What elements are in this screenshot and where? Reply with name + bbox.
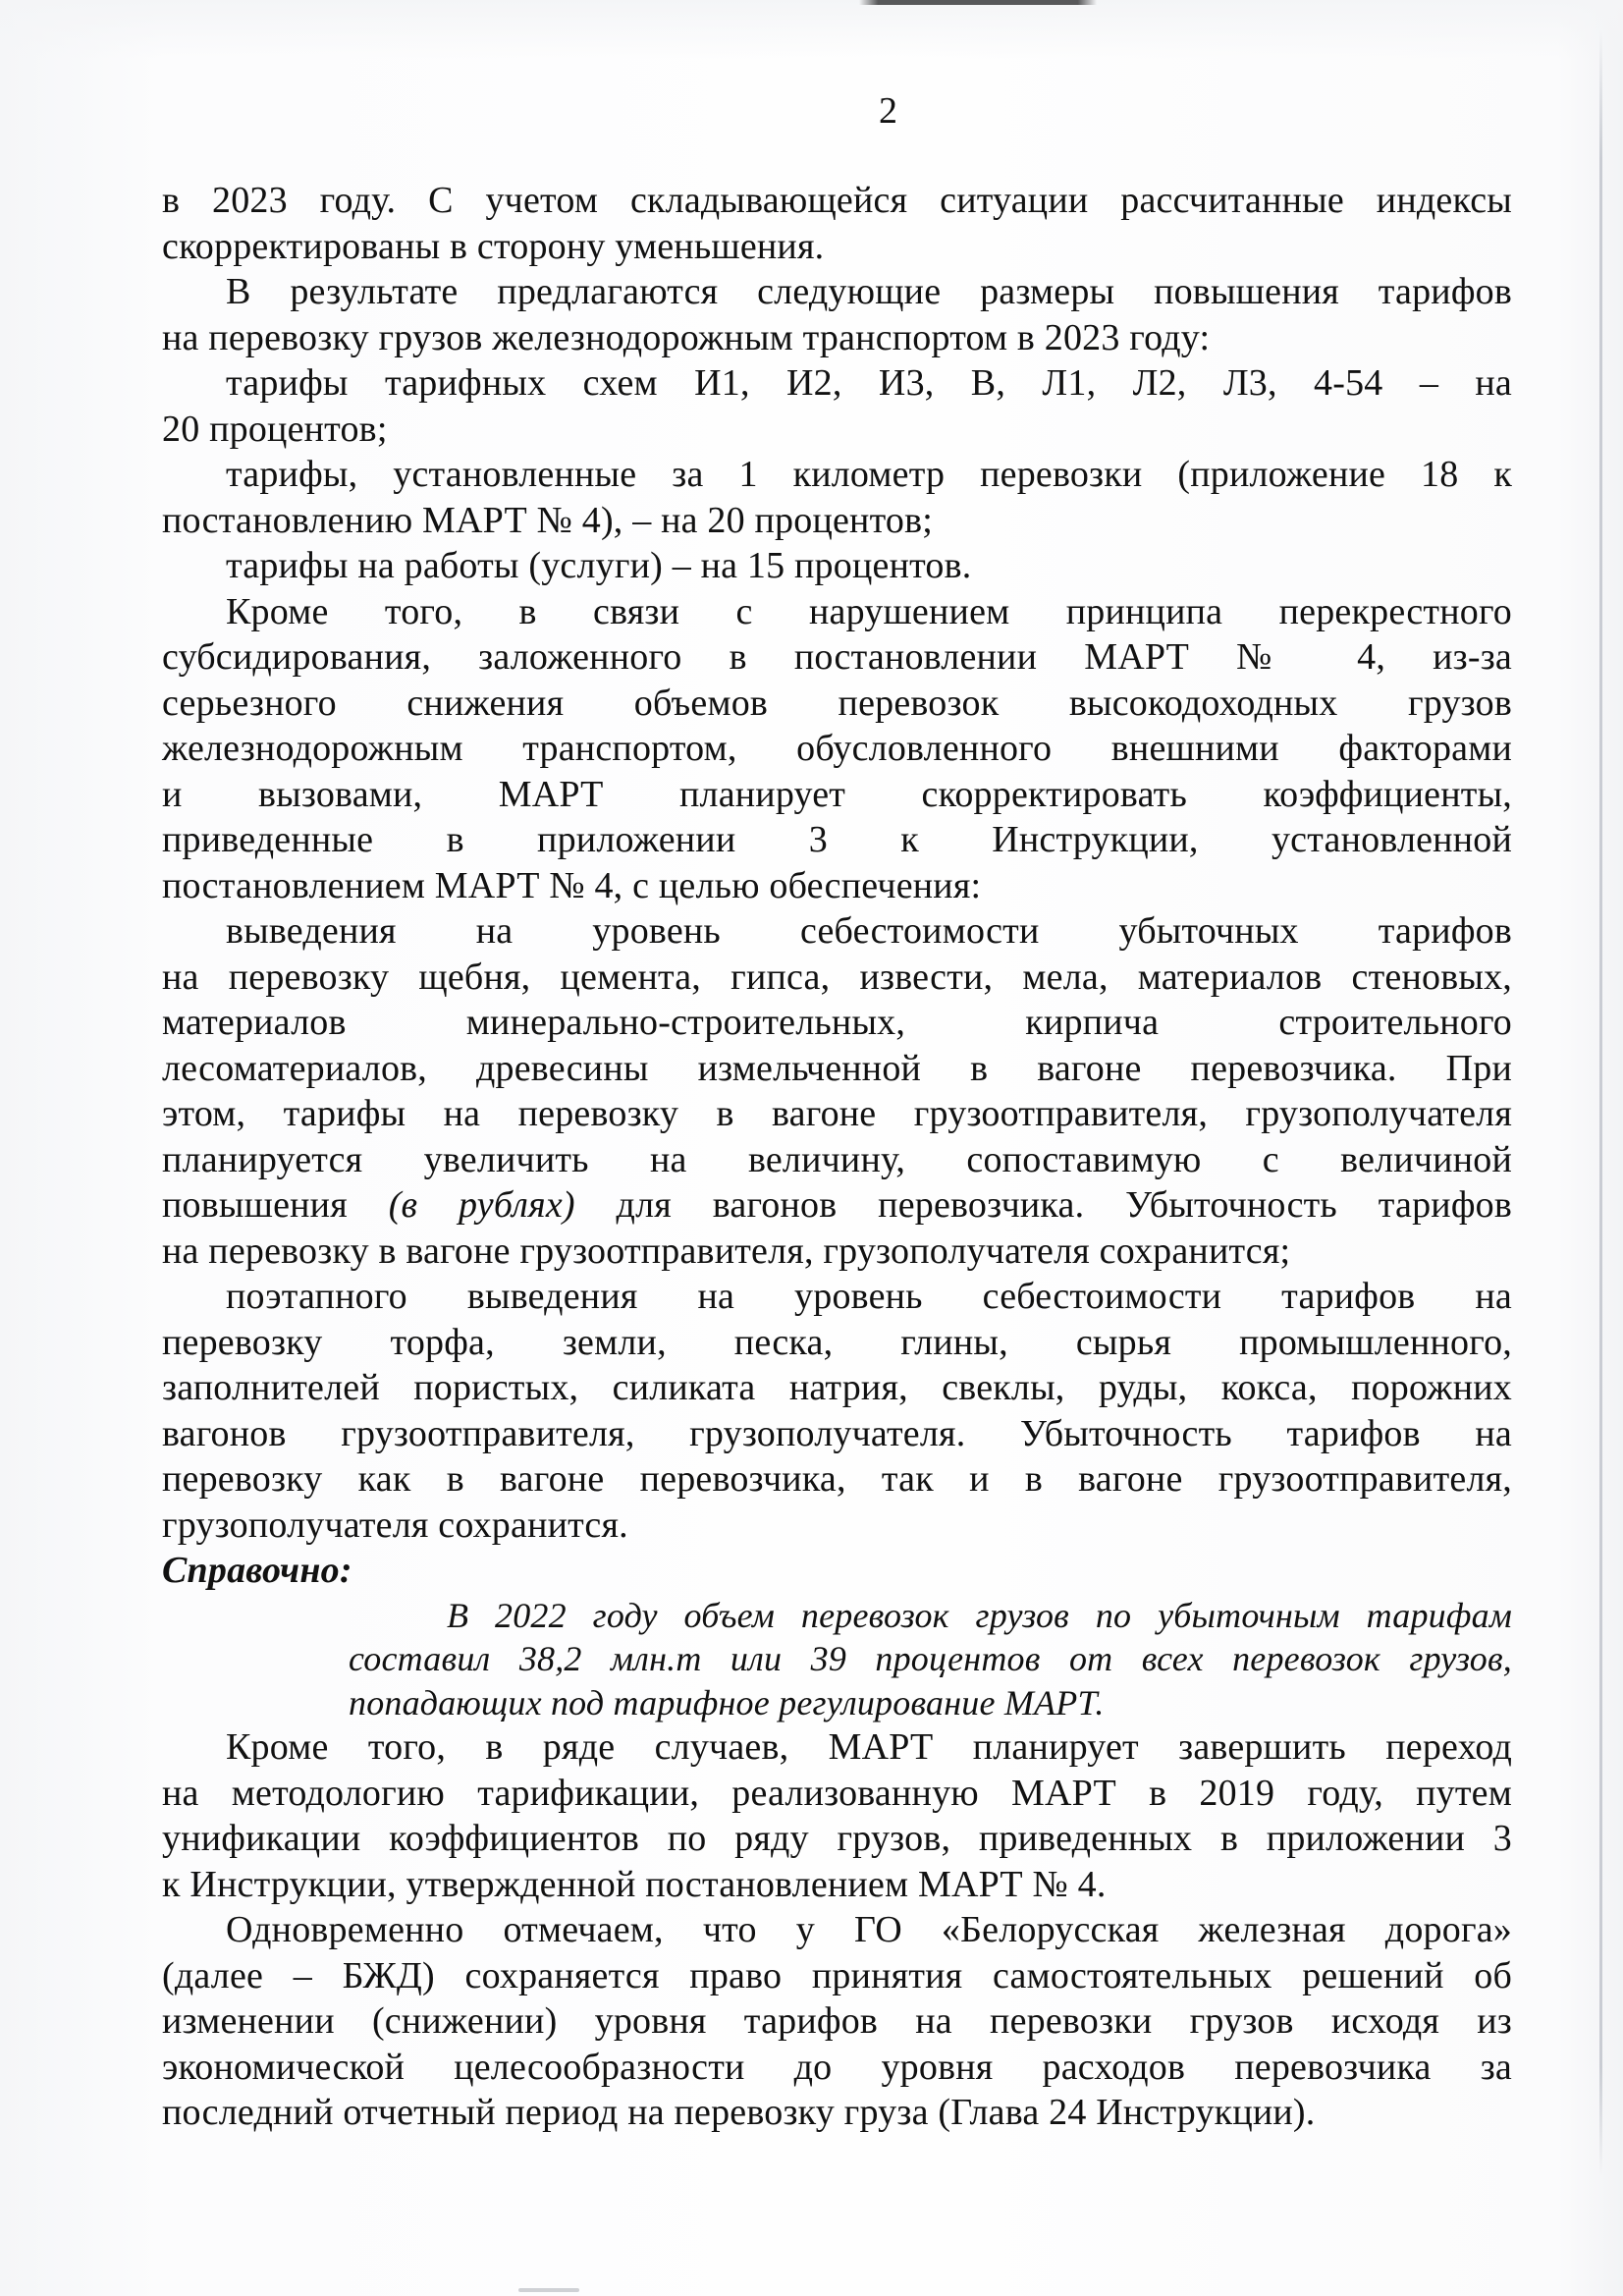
- text-line: Кроме того, в ряде случаев, МАРТ планирует завершить переход: [226, 1726, 1512, 1768]
- text-line: заполнителей пористых, силиката натрия, свеклы, руды, кокса, порожних: [162, 1367, 1512, 1408]
- italic-text-segment: (в рублях): [388, 1184, 575, 1226]
- paragraph-note-body: [349, 1594, 1512, 1725]
- text-line: выведения на уровень себестоимости убыточных тарифов: [226, 910, 1512, 952]
- text-line: на методологию тарификации, реализованную МАРТ в 2019 году, путем: [162, 1772, 1512, 1814]
- text-line: перевозку как в вагоне перевозчика, так и в вагоне грузоотправителя,: [162, 1458, 1512, 1500]
- text-line: приведенные в приложении 3 к Инструкции, установленной: [162, 819, 1512, 860]
- text-line: Кроме того, в связи с нарушением принципа перекрестного: [226, 590, 1512, 632]
- text-line: субсидирования, заложенного в постановлении МАРТ № 4, из-за: [162, 636, 1512, 678]
- paragraph-intro-continued: [162, 178, 1512, 269]
- text-line: поэтапного выведения на уровень себестоимости тарифов на: [226, 1276, 1512, 1317]
- text-line: Одновременно отмечаем, что у ГО «Белорусская железная дорога»: [226, 1909, 1512, 1950]
- text-line: 20 процентов;: [162, 408, 388, 450]
- text-line: составил 38,2 млн.т или 39 процентов от всех перевозок грузов,: [349, 1639, 1512, 1678]
- text-line: на перевозку в вагоне грузоотправителя, грузополучателя сохранится;: [162, 1230, 1291, 1272]
- document-body: [162, 178, 1512, 2136]
- text-line: лесоматериалов, древесины измельченной в вагоне перевозчика. При: [162, 1047, 1512, 1089]
- text-line: к Инструкции, утвержденной постановлением МАРТ № 4.: [162, 1863, 1107, 1905]
- paragraph-loss-making-tariffs: [162, 908, 1512, 1274]
- text-line: изменении (снижении) уровня тарифов на перевозки грузов исходя из: [162, 2000, 1512, 2042]
- text-line: серьезного снижения объемов перевозок высокодоходных грузов: [162, 682, 1512, 724]
- text-line: материалов минерально-строительных, кирпича строительного: [162, 1002, 1512, 1043]
- text-line: перевозку торфа, земли, песка, глины, сырья промышленного,: [162, 1321, 1512, 1363]
- paragraph-note-label: [162, 1548, 1512, 1594]
- text-line: скорректированы в сторону уменьшения.: [162, 225, 825, 267]
- paragraph-result-proposal: [162, 269, 1512, 360]
- text-line: постановлением МАРТ № 4, с целью обеспечения:: [162, 864, 982, 906]
- text-line: вагонов грузоотправителя, грузополучателя. Убыточность тарифов на: [162, 1412, 1512, 1454]
- paragraph-tariff-schemes: [162, 360, 1512, 452]
- text-line: планируется увеличить на величину, сопоставимую с величиной: [162, 1138, 1512, 1180]
- paragraph-tariff-per-km: [162, 452, 1512, 543]
- text-line: попадающих под тарифное регулирование МАРТ.: [349, 1682, 1105, 1722]
- text-line: унификации коэффициентов по ряду грузов, приведенных в приложении 3: [162, 1818, 1512, 1859]
- text-line: железнодорожным транспортом, обусловленного внешними факторами: [162, 728, 1512, 769]
- text-segment: повышения: [162, 1184, 389, 1226]
- paragraph-bzd-rights: [162, 1907, 1512, 2136]
- text-line: В 2022 году объем перевозок грузов по убыточным тарифам: [447, 1595, 1512, 1635]
- text-line: (далее – БЖД) сохраняется право принятия самостоятельных решений об: [162, 1954, 1512, 1996]
- text-line: Справочно:: [162, 1550, 352, 1591]
- text-segment: для вагонов перевозчика. Убыточность тарифов: [574, 1184, 1513, 1226]
- paragraph-tariff-services: [162, 543, 1512, 589]
- scan-artifact-bottom-smudge: [518, 2288, 579, 2292]
- text-line: в 2023 году. С учетом складывающейся ситуации рассчитанные индексы: [162, 180, 1512, 221]
- text-line: экономической целесообразности до уровня расходов перевозчика за: [162, 2046, 1512, 2088]
- text-line: тарифы, установленные за 1 километр перевозки (приложение 18 к: [226, 454, 1512, 495]
- text-line: последний отчетный период на перевозку груза (Глава 24 Инструкции).: [162, 2092, 1316, 2133]
- paragraph-cross-subsidy: [162, 589, 1512, 909]
- text-line: на перевозку щебня, цемента, гипса, извести, мела, материалов стеновых,: [162, 956, 1512, 998]
- scan-artifact-top-line: [859, 0, 1097, 5]
- text-line: В результате предлагаются следующие размеры повышения тарифов: [226, 271, 1512, 312]
- paragraph-staged-tariffs: [162, 1274, 1512, 1548]
- paragraph-methodology-transition: [162, 1724, 1512, 1907]
- scan-artifact-right-edge: [1599, 29, 1602, 2175]
- text-line: на перевозку грузов железнодорожным транспортом в 2023 году:: [162, 316, 1211, 358]
- page-number: 2: [879, 90, 897, 132]
- text-line: [162, 1182, 1512, 1229]
- text-line: тарифы тарифных схем И1, И2, И3, В, Л1, Л2, Л3, 4-54 – на: [226, 362, 1512, 404]
- text-line: грузополучателя сохранится.: [162, 1503, 628, 1546]
- text-line: и вызовами, МАРТ планирует скорректировать коэффициенты,: [162, 773, 1512, 815]
- text-line: постановлению МАРТ № 4), – на 20 процентов;: [162, 499, 933, 541]
- text-line: тарифы на работы (услуги) – на 15 процентов.: [226, 545, 972, 586]
- text-line: этом, тарифы на перевозку в вагоне грузоотправителя, грузополучателя: [162, 1093, 1512, 1134]
